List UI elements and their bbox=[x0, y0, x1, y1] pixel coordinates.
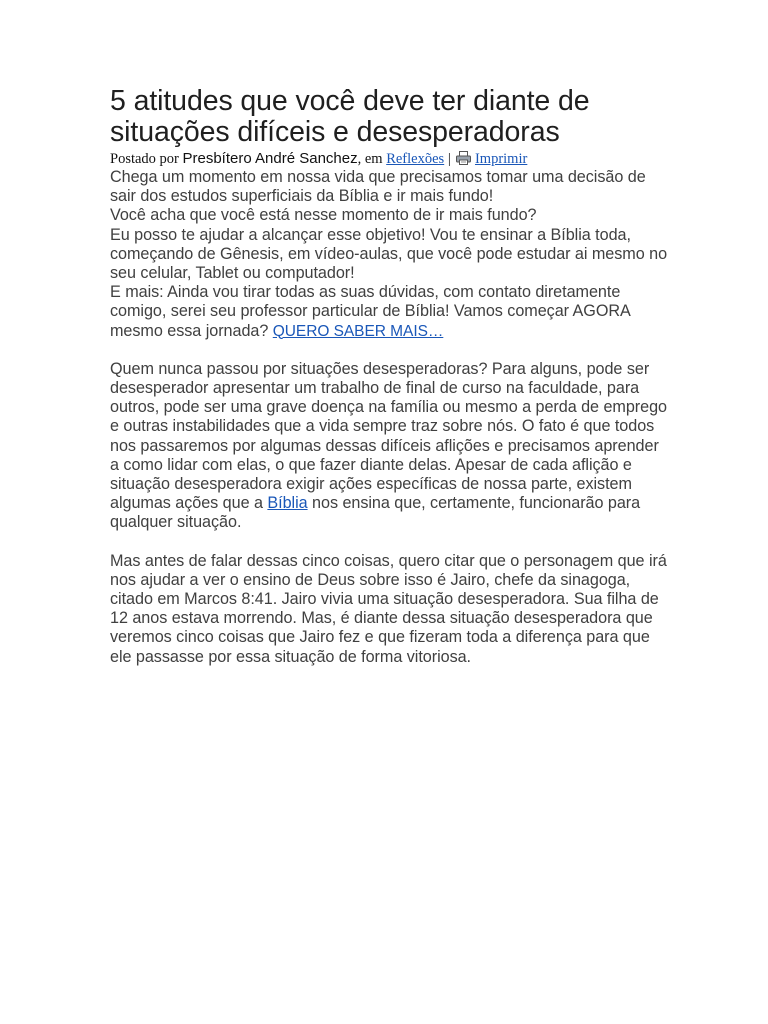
intro-line-1: Chega um momento em nossa vida que precisamos tomar uma decisão de sair dos estudos superficiais da Bíblia e ir mais fundo! bbox=[110, 168, 646, 206]
paragraph-situations bbox=[110, 360, 670, 533]
intro-line-2: Você acha que você está nesse momento de ir mais fundo? bbox=[110, 206, 537, 225]
print-link[interactable]: Imprimir bbox=[474, 151, 528, 167]
paragraph-2-text-a: Quem nunca passou por situações desesperadoras? Para alguns, pode ser desesperador apresentar um trabalho de final de curso na faculdade, para outros, pode ser uma grave doença na família ou mesmo a perda de emprego e outras instabilidades que a vida sempre traz sobre nós. O fato é que todos nos passaremos por algumas dessas difíceis aflições e precisamos aprender a como lidar com elas, o que fazer diante delas. Apesar de cada aflição e situação desesperadora exigir ações específicas de nossa parte, existem algumas ações que a bbox=[110, 359, 667, 513]
in-prefix: , em bbox=[357, 151, 387, 167]
intro-line-4: E mais: Ainda vou tirar todas as suas dúvidas, com contato diretamente comigo, serei seu professor particular de Bíblia! Vamos começar AGORA mesmo essa jornada? bbox=[110, 283, 630, 340]
intro-paragraph bbox=[110, 168, 670, 341]
printer-icon[interactable] bbox=[456, 151, 471, 165]
category-link[interactable]: Reflexões bbox=[386, 151, 445, 167]
intro-line-3: Eu posso te ajudar a alcançar esse objetivo! Vou te ensinar a Bíblia toda, começando de Gênesis, em vídeo-aulas, que você pode estudar ai mesmo no seu celular, Tablet ou computador! bbox=[110, 225, 668, 283]
cta-link[interactable]: QUERO SABER MAIS… bbox=[272, 322, 444, 340]
article-byline bbox=[110, 150, 670, 168]
biblia-link[interactable]: Bíblia bbox=[267, 494, 308, 513]
posted-by-prefix: Postado por bbox=[110, 151, 183, 167]
article-body bbox=[110, 168, 670, 667]
byline-separator: | bbox=[444, 151, 455, 167]
paragraph-jairo: Mas antes de falar dessas cinco coisas, quero citar que o personagem que irá nos ajudar a ver o ensino de Deus sobre isso é Jairo, chefe da sinagoga, citado em Marcos 8:41. Jairo vivia uma situação desesperadora. Sua filha de 12 anos estava morrendo. Mas, é diante dessa situação desesperadora que veremos cinco coisas que Jairo fez e que fizeram toda a diferença para que ele passasse por essa situação de forma vitoriosa. bbox=[110, 551, 667, 666]
author-name: Presbítero André Sanchez bbox=[182, 150, 358, 167]
article bbox=[110, 86, 670, 667]
article-title: 5 atitudes que você deve ter diante de situações difíceis e desesperadoras bbox=[110, 85, 590, 148]
paragraph-2-text-b: nos ensina que, certamente, funcionarão para qualquer situação. bbox=[110, 494, 641, 532]
